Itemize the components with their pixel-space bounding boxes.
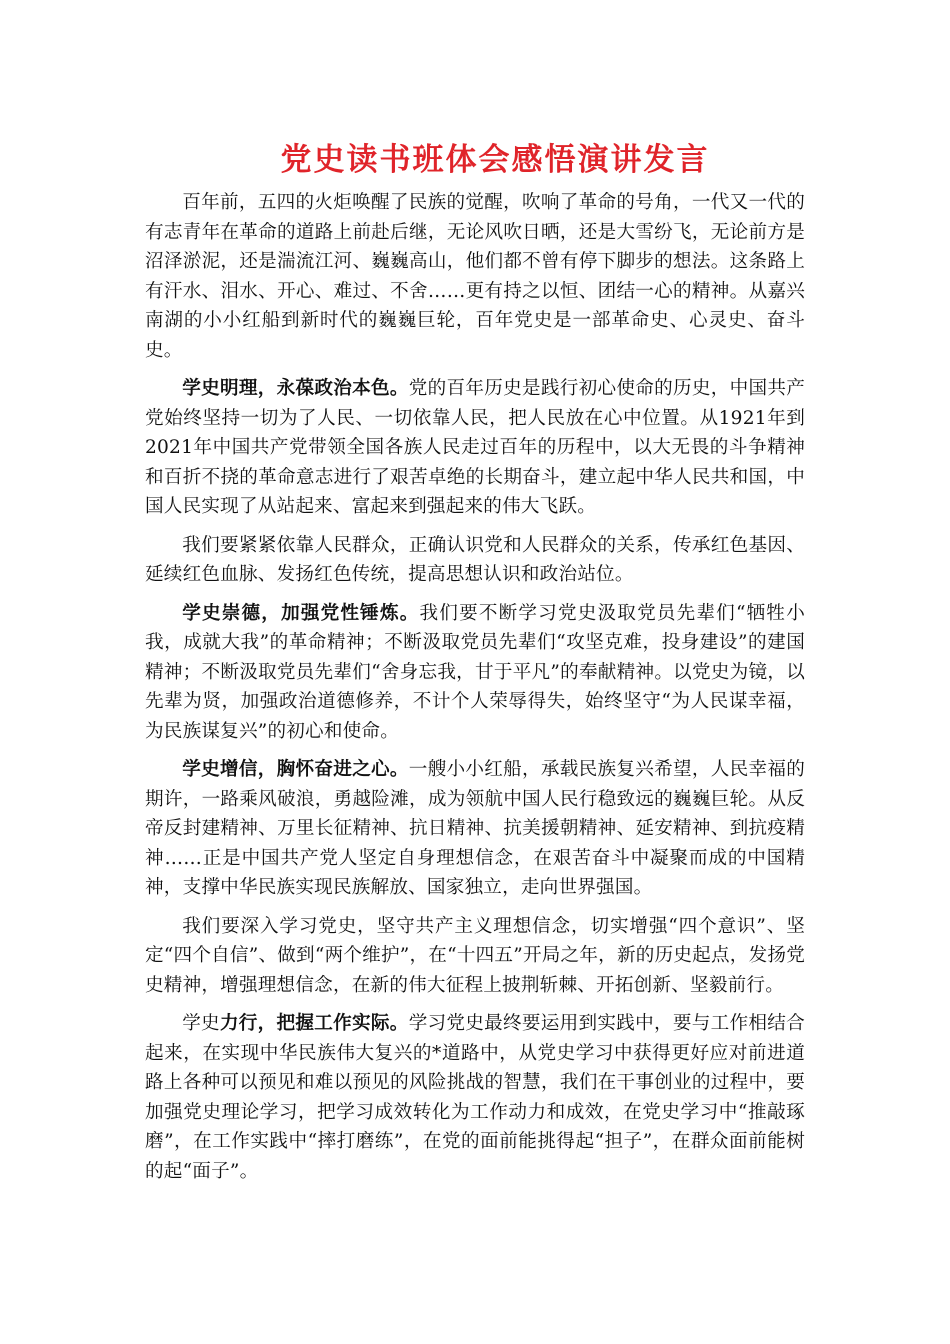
document-title: 党史读书班体会感悟演讲发言 <box>280 142 710 178</box>
paragraph-text: 我们要不断学习党史汲取党员先辈们“牺牲小我，成就大我”的革命精神；不断汲取党员先辈们“攻坚克难，投身建设”的建国精神；不断汲取党员先辈们“舍身忘我，甘于平凡”的奉献精神。以党史为镜，以先辈为贤，加强政治道德修养，不计个人荣辱得失，始终坚守“为人民谋幸福，为民族谋复兴”的初心和使命。 <box>145 602 805 742</box>
paragraph-lead-plain: 学史 <box>182 1013 220 1034</box>
paragraph-xueshi-lixing <box>145 1009 805 1186</box>
paragraph-xueshi-mingli <box>145 374 805 522</box>
paragraph-renmin-qunzhong <box>145 531 805 590</box>
paragraph-lead: 学史崇德，加强党性锤炼。 <box>182 602 420 624</box>
paragraph-xueshi-chongde <box>145 599 805 747</box>
paragraph-text: 党的百年历史是践行初心使命的历史，中国共产党始终坚持一切为了人民、一切依靠人民，把人民放在心中位置。从1921年到2021年中国共产党带领全国各族人民走过百年的历程中，以大无畏的斗争精神和百折不挠的革命意志进行了艰苦卓绝的长期奋斗，建立起中华人民共和国，中国人民实现了从站起来、富起来到强起来的伟大飞跃。 <box>145 378 806 517</box>
paragraph-text: 我们要紧紧依靠人民群众，正确认识党和人民群众的关系，传承红色基因、延续红色血脉、发扬红色传统，提高思想认识和政治站位。 <box>145 534 805 585</box>
paragraph-shenru-xuexi <box>145 912 805 1001</box>
paragraph-xueshi-zengxin <box>145 755 805 903</box>
paragraph-text: 一艘小小红船，承载民族复兴希望，人民幸福的期许，一路乘风破浪，勇越险滩，成为领航中国人民行稳致远的巍巍巨轮。从反帝反封建精神、万里长征精神、抗日精神、抗美援朝精神、延安精神、到抗疫精神……正是中国共产党人坚定自身理想信念，在艰苦奋斗中凝聚而成的中国精神，支撑中华民族实现民族解放、国家独立，走向世界强国。 <box>145 759 806 898</box>
paragraph-text: 学习党史最终要运用到实践中，要与工作相结合起来，在实现中华民族伟大复兴的*道路中，从党史学习中获得更好应对前进道路上各种可以预见和难以预见的风险挑战的智慧，我们在干事创业的过程中，要加强党史理论学习，把学习成效转化为工作动力和成效，在党史学习中“推敲琢磨”，在工作实践中“摔打磨练”，在党的面前能挑得起“担子”，在群众面前能树的起“面子”。 <box>145 1013 805 1182</box>
paragraph-lead: 力行，把握工作实际。 <box>219 1013 409 1034</box>
paragraph-text: 百年前，五四的火炬唤醒了民族的觉醒，吹响了革命的号角，一代又一代的有志青年在革命的道路上前赴后继，无论风吹日晒，还是大雪纷飞，无论前方是沼泽淤泥，还是湍流江河、巍巍高山，他们都不曾有停下脚步的想法。这条路上有汗水、泪水、开心、难过、不舍……更有持之以恒、团结一心的精神。从嘉兴南湖的小小红船到新时代的巍巍巨轮，百年党史是一部革命史、心灵史、奋斗史。 <box>145 192 805 361</box>
paragraph-lead: 学史增信，胸怀奋进之心。 <box>182 759 409 780</box>
document-page <box>145 138 805 1195</box>
paragraph-text: 我们要深入学习党史，坚守共产主义理想信念，切实增强“四个意识”、坚定“四个自信”、做到“两个维护”，在“十四五”开局之年，新的历史起点，发扬党史精神，增强理想信念，在新的伟大征程上披荆斩棘、开拓创新、坚毅前行。 <box>145 915 805 996</box>
paragraph-lead: 学史明理，永葆政治本色。 <box>182 378 409 399</box>
paragraph-intro <box>145 188 805 365</box>
